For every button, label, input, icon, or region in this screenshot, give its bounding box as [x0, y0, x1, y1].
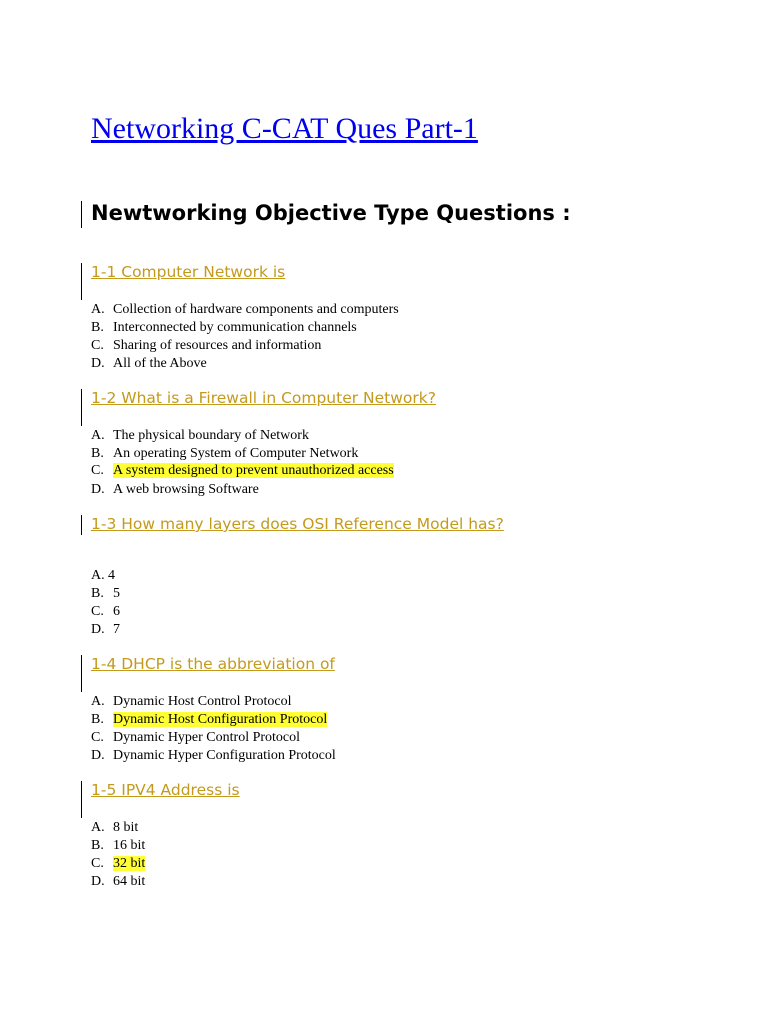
margin-bar: [81, 781, 82, 818]
highlighted-answer: 32 bit: [113, 856, 146, 871]
document-title[interactable]: Networking C-CAT Ques Part-1: [91, 112, 478, 145]
question-4-option-d: D. Dynamic Hyper Configuration Protocol: [91, 748, 336, 763]
margin-bar: [81, 515, 82, 535]
question-4-option-c: C. Dynamic Hyper Control Protocol: [91, 730, 301, 745]
question-title-2[interactable]: 1-2 What is a Firewall in Computer Network?: [91, 389, 436, 407]
section-heading-text: Newtworking Objective Type Questions :: [91, 201, 571, 225]
question-3-option-a: A. 4: [91, 568, 115, 583]
question-3-option-c: C. 6: [91, 604, 120, 619]
margin-bar: [81, 655, 82, 692]
question-5-option-d: D. 64 bit: [91, 874, 146, 889]
question-4-option-b: B. Dynamic Host Configuration Protocol: [91, 712, 328, 727]
question-title-3[interactable]: 1-3 How many layers does OSI Reference Model has?: [91, 515, 504, 533]
section-heading: [91, 201, 571, 225]
question-2-option-c: C. A system designed to prevent unauthorized access: [91, 463, 394, 478]
question-2-option-d: D. A web browsing Software: [91, 482, 259, 497]
question-3-option-d: D. 7: [91, 622, 120, 637]
highlighted-answer: Dynamic Host Configuration Protocol: [113, 712, 328, 727]
question-1-option-b: B. Interconnected by communication channels: [91, 320, 357, 335]
question-1-option-c: C. Sharing of resources and information: [91, 338, 322, 353]
question-4-option-a: A. Dynamic Host Control Protocol: [91, 694, 292, 709]
question-5-option-c: C. 32 bit: [91, 856, 146, 871]
question-2-option-a: A. The physical boundary of Network: [91, 428, 309, 443]
question-3-option-b: B. 5: [91, 586, 120, 601]
margin-bar: [81, 263, 82, 300]
question-title-4[interactable]: 1-4 DHCP is the abbreviation of: [91, 655, 335, 673]
question-title-1[interactable]: 1-1 Computer Network is: [91, 263, 286, 281]
question-1-option-d: D. All of the Above: [91, 356, 207, 371]
margin-bar: [81, 201, 82, 228]
question-1-option-a: A. Collection of hardware components and computers: [91, 302, 399, 317]
question-title-5[interactable]: 1-5 IPV4 Address is: [91, 781, 240, 799]
question-5-option-a: A. 8 bit: [91, 820, 139, 835]
margin-bar: [81, 389, 82, 426]
highlighted-answer: A system designed to prevent unauthorized access: [113, 463, 394, 478]
question-5-option-b: B. 16 bit: [91, 838, 146, 853]
question-2-option-b: B. An operating System of Computer Network: [91, 446, 359, 461]
